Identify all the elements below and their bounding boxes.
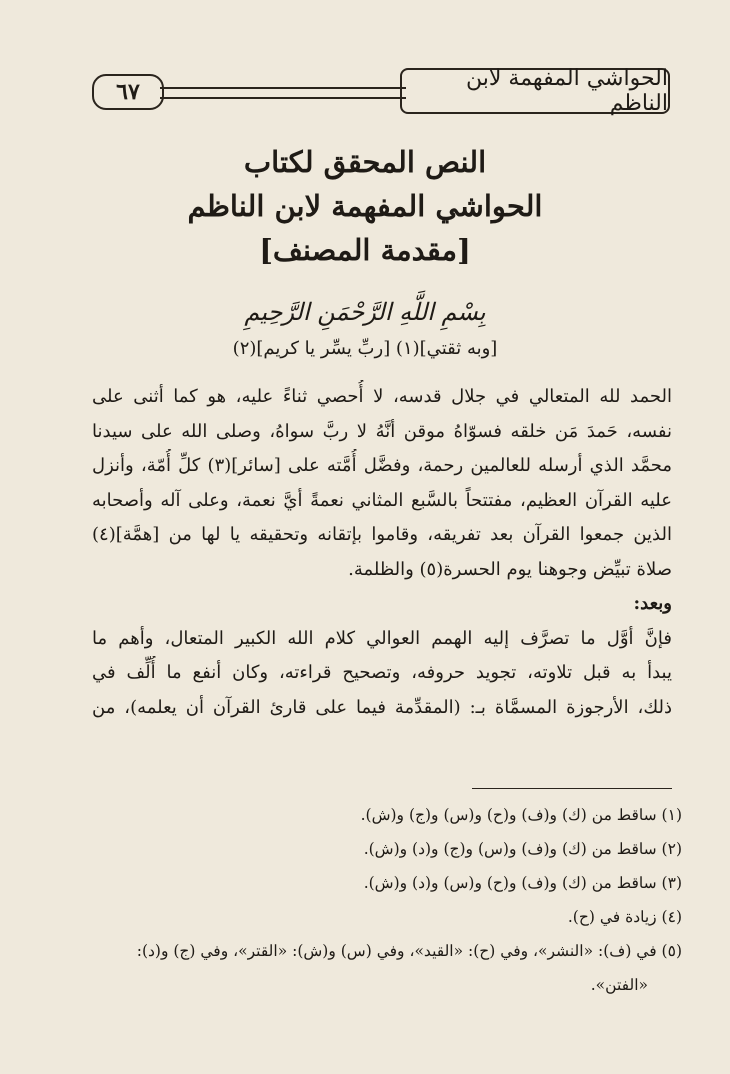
section-heading: وبعد: <box>633 593 672 614</box>
body-line: يبدأ به قبل تلاوته، تجويد حروفه، وتصحيح قراءته، وكان أنفع ما أُلِّف في <box>92 662 672 683</box>
footnote: (١) ساقط من (ك) و(ف) و(ح) و(س) و(ج) و(ش). <box>360 806 682 824</box>
body-line: نفسه، حَمدَ مَن خلقه فسوّاهُ موقن أنَّهُ لا ربَّ سواهُ، وصلى الله على سيدنا <box>92 420 672 442</box>
page-header <box>92 66 670 114</box>
footnotes <box>92 798 682 1002</box>
footnote: (٣) ساقط من (ك) و(ف) و(ح) و(س) و(د) و(ش). <box>363 874 682 892</box>
body-line: الحمد لله المتعالي في جلال قدسه، لا أُحصي ثناءً عليه، هو كما أثنى على <box>92 386 672 407</box>
body-line: الذين جمعوا القرآن بعد تفريقه، وقاموا بإتقانه وتحقيقه يا لها من [همَّة](٤) <box>92 524 672 545</box>
body-line: محمَّد الذي أرسله للعالمين رحمة، وفضَّل أُمَّته على [سائر](٣) كلِّ أُمّة، وأنزل <box>92 455 672 476</box>
running-title: الحواشي المفهمة لابن الناظم <box>400 68 670 114</box>
page-number: ٦٧ <box>92 74 164 110</box>
footnote-continuation: «الفتن». <box>590 976 648 994</box>
body-line: عليه القرآن العظيم، مفتتحاً بالسَّبع المثاني نعمةً أيَّ نعمة، وعلى آله وأصحابه <box>92 489 672 511</box>
body-line: فإنَّ أوَّل ما تصرَّف إليه الهمم العوالي كلام الله الكبير المتعال، وأهم ما <box>92 627 672 649</box>
invocation: [وبه ثقتي](١) [ربِّ يسِّر يا كريم](٢) <box>232 338 498 359</box>
header-rule <box>160 87 406 99</box>
body-line: صلاة تبيِّض وجوهنا يوم الحسرة(٥) والظلمة. <box>348 558 672 580</box>
basmala: بِسْمِ اللَّهِ الرَّحْمَنِ الرَّحِيمِ <box>244 298 486 326</box>
footnote: (٥) في (ف): «النشر»، وفي (ح): «القيد»، وفي (س) و(ش): «القتر»، وفي (ج) و(د): <box>136 942 682 960</box>
footnote: (٢) ساقط من (ك) و(ف) و(س) و(ج) و(د) و(ش). <box>363 840 682 858</box>
body-text <box>92 380 672 725</box>
title-line-1: النص المحقق لكتاب <box>243 145 487 179</box>
footnote-divider <box>472 788 672 789</box>
title-line-2: الحواشي المفهمة لابن الناظم <box>187 189 543 223</box>
footnote: (٤) زيادة في (ح). <box>567 908 682 926</box>
title-block <box>0 140 730 272</box>
title-line-3: [مقدمة المصنف] <box>259 233 471 267</box>
body-line: ذلك، الأرجوزة المسمَّاة بـ: (المقدِّمة فيما على قارئ القرآن أن يعلمه)، من <box>92 696 672 718</box>
